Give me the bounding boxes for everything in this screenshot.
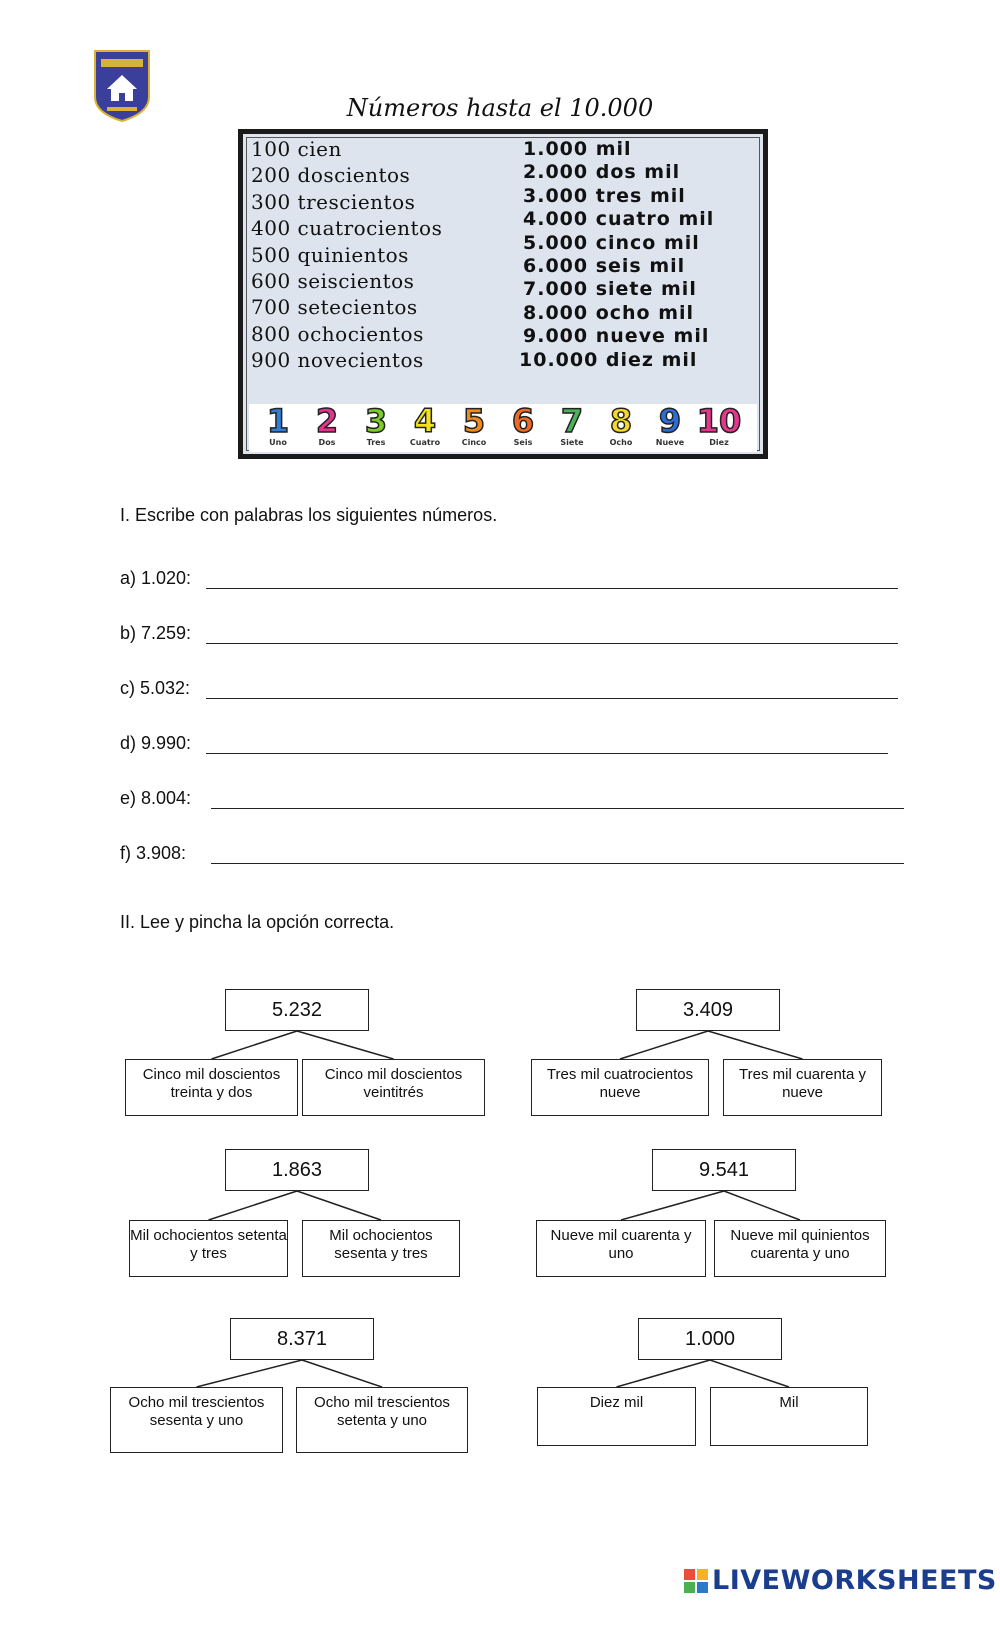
digit-glyph: 4 — [413, 402, 437, 440]
footer-brand: LIVEWORKSHEETS — [712, 1565, 997, 1596]
thousands-entry: 9.000 nueve mil — [523, 325, 710, 348]
thousands-entry: 1.000 mil — [523, 138, 632, 160]
connector-line — [710, 1360, 789, 1387]
liveworksheets-logo-icon — [684, 1569, 708, 1593]
cartoon-digit-diez — [696, 404, 742, 448]
answer-option[interactable]: Diez mil — [537, 1387, 696, 1446]
answer-option[interactable]: Nueve mil quinientos cuarenta y uno — [714, 1220, 886, 1277]
answer-option[interactable]: Mil — [710, 1387, 868, 1446]
digit-glyph: 6 — [511, 402, 535, 440]
digit-strip — [249, 404, 757, 452]
answer-option[interactable]: Ocho mil trescientos sesenta y uno — [110, 1387, 283, 1453]
section-1-heading: I. Escribe con palabras los siguientes números. — [120, 505, 498, 525]
answer-option[interactable]: Mil ochocientos setenta y tres — [129, 1220, 288, 1277]
cartoon-digit-cinco — [451, 404, 497, 448]
number-box: 1.000 — [638, 1318, 782, 1360]
thousands-entry: 3.000 tres mil — [523, 184, 686, 207]
connector-line — [209, 1191, 298, 1220]
digit-word: Ocho — [609, 438, 633, 447]
thousands-entry: 7.000 siete mil — [523, 278, 697, 301]
number-box: 1.863 — [225, 1149, 369, 1191]
answer-option[interactable]: Cinco mil doscientos treinta y dos — [125, 1059, 298, 1116]
hundreds-entry: 100 cien — [251, 137, 342, 161]
cartoon-digit-nueve — [647, 404, 693, 448]
answer-blank[interactable] — [206, 570, 898, 589]
thousands-entry: 8.000 ocho mil — [523, 301, 695, 324]
question-label: c) 5.032: — [120, 678, 191, 698]
cartoon-digit-cuatro — [402, 404, 448, 448]
digit-glyph: 10 — [696, 402, 742, 440]
connector-line — [212, 1031, 298, 1059]
answer-option[interactable]: Ocho mil trescientos setenta y uno — [296, 1387, 468, 1453]
hundreds-entry: 900 novecientos — [251, 348, 424, 373]
hundreds-entry: 700 setecientos — [251, 295, 418, 320]
number-box: 5.232 — [225, 989, 369, 1031]
question-label: b) 7.259: — [120, 623, 192, 643]
digit-word: Uno — [269, 438, 287, 447]
question-label: f) 3.908: — [120, 843, 187, 863]
digit-glyph: 9 — [658, 402, 682, 440]
digit-word: Siete — [560, 438, 584, 447]
hundreds-entry: 800 ochocientos — [251, 321, 424, 346]
digit-glyph: 7 — [560, 402, 584, 440]
hundreds-entry: 400 cuatrocientos — [251, 216, 443, 241]
answer-option[interactable]: Nueve mil cuarenta y uno — [536, 1220, 706, 1277]
connector-line — [302, 1360, 382, 1387]
digit-word: Nueve — [655, 438, 685, 447]
answer-option[interactable]: Mil ochocientos sesenta y tres — [302, 1220, 460, 1277]
answer-blank[interactable] — [211, 790, 904, 809]
cartoon-digit-siete — [549, 404, 595, 448]
answer-blank[interactable] — [206, 680, 898, 699]
connector-line — [297, 1191, 381, 1220]
page-title: Números hasta el 10.000 — [346, 94, 654, 122]
digit-word: Cuatro — [409, 438, 441, 447]
answer-option[interactable]: Tres mil cuatrocientos nueve — [531, 1059, 709, 1116]
digit-glyph: 2 — [315, 402, 339, 440]
connector-line — [617, 1360, 711, 1387]
digit-word: Diez — [709, 438, 729, 447]
section-2-heading: II. Lee y pincha la opción correcta. — [120, 912, 395, 932]
cartoon-digit-uno — [255, 404, 301, 448]
thousands-entry: 2.000 dos mil — [523, 161, 681, 184]
hundreds-entry: 600 seiscientos — [251, 269, 415, 293]
question-label: a) 1.020: — [120, 568, 192, 588]
digit-glyph: 8 — [609, 402, 633, 440]
number-box: 3.409 — [636, 989, 780, 1031]
thousands-entry: 5.000 cinco mil — [523, 231, 700, 254]
thousands-entry: 6.000 seis mil — [523, 255, 686, 277]
digit-word: Cinco — [461, 438, 487, 447]
thousands-entry: 10.000 diez mil — [519, 348, 698, 371]
cartoon-digit-ocho — [598, 404, 644, 448]
connector-line — [197, 1360, 303, 1387]
cartoon-digit-seis — [500, 404, 546, 448]
hundreds-entry: 200 doscientos — [251, 163, 411, 188]
connector-line — [708, 1031, 803, 1059]
cartoon-digit-dos — [304, 404, 350, 448]
cartoon-digit-tres — [353, 404, 399, 448]
hundreds-entry: 300 trescientos — [251, 189, 416, 214]
number-box: 8.371 — [230, 1318, 374, 1360]
answer-option[interactable]: Tres mil cuarenta y nueve — [723, 1059, 882, 1116]
answer-option[interactable]: Cinco mil doscientos veintitrés — [302, 1059, 485, 1116]
digit-glyph: 1 — [266, 402, 290, 440]
answer-blank[interactable] — [211, 845, 904, 864]
connector-line — [297, 1031, 394, 1059]
digit-word: Dos — [318, 438, 336, 447]
thousands-entry: 4.000 cuatro mil — [523, 208, 715, 231]
digit-word: Seis — [513, 438, 533, 447]
digit-glyph: 5 — [462, 402, 486, 440]
answer-blank[interactable] — [206, 625, 898, 644]
connector-line — [724, 1191, 800, 1220]
connector-line — [620, 1031, 708, 1059]
hundreds-entry: 500 quinientos — [251, 242, 409, 267]
answer-blank[interactable] — [206, 735, 888, 754]
number-box: 9.541 — [652, 1149, 796, 1191]
digit-glyph: 3 — [364, 402, 388, 440]
question-label: e) 8.004: — [120, 788, 192, 808]
digit-word: Tres — [366, 438, 386, 447]
question-label: d) 9.990: — [120, 733, 192, 753]
number-reference-table — [238, 129, 768, 459]
connector-line — [621, 1191, 724, 1220]
